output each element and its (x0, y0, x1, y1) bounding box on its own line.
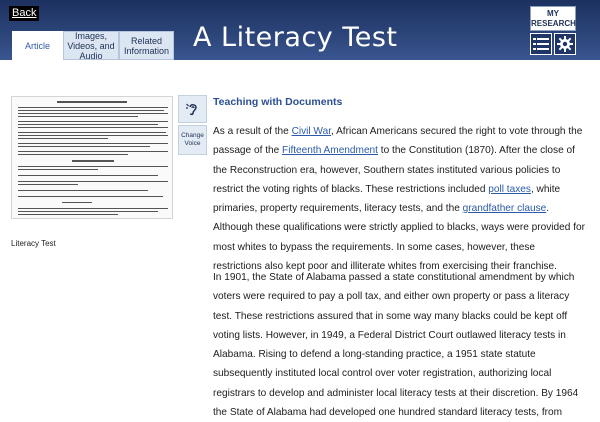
site-header (0, 0, 600, 60)
settings-button[interactable] (554, 33, 576, 55)
section-heading: Teaching with Documents (213, 96, 343, 108)
document-scan-graphic (12, 97, 174, 220)
link-fifteenth-amendment[interactable]: Fifteenth Amendment (282, 145, 378, 157)
article-paragraph-1: As a result of the Civil War, African Americans secured the right to vote through the passage of the Fifteenth Amendment to the Constitution (1870). After the close of the Reconstruction era, however, Southern states instituted various policies to restrict the voting rights of blacks. These restrictions included poll taxes, white primaries, property requirements, literacy tests, and the grandfather clause. Although these qualifications were strictly applied to blacks, ways were provided for most whites to bypass the requirements. In some cases, however, these restrictions also kept poor and illiterate whites from exercising their franchise. (213, 126, 585, 273)
page-title: A Literacy Test (193, 22, 398, 53)
ear-icon (185, 101, 201, 117)
gear-icon (557, 36, 573, 52)
listen-button[interactable] (178, 95, 207, 123)
tab-related-information[interactable]: Related Information (119, 31, 174, 60)
link-poll-taxes[interactable]: poll taxes (488, 183, 531, 195)
change-voice-button[interactable]: Change Voice (178, 125, 207, 155)
back-link[interactable]: Back (9, 6, 39, 21)
document-caption: Literacy Test (11, 239, 56, 248)
link-grandfather-clause[interactable]: grandfather clause (462, 203, 547, 215)
tab-images-videos-audio[interactable]: Images, Videos, and Audio (63, 31, 119, 60)
list-icon (533, 37, 549, 51)
tab-article[interactable]: Article (12, 31, 63, 60)
list-button[interactable] (530, 33, 552, 55)
link-civil-war[interactable]: Civil War (291, 126, 332, 137)
my-research-button[interactable]: MY RESEARCH (530, 6, 576, 31)
literacy-test-document-image[interactable] (11, 96, 173, 219)
article-paragraph-2: In 1901, the State of Alabama passed a state constitutional amendment by which voters were required to pay a poll tax, and either own property or pass a literacy test. These restrictions assured that in some way many blacks could be kept off voting lists. However, in 1949, a Federal District Court outlawed literacy tests in Alabama. Rising to defend a long-standing practice, a 1951 state statute subsequently instituted local control over voter registration, authorizing local registrars to develop and administer local literacy tests at their discretion. By 1964 the State of Alabama had developed one hundred standard literacy tests, from (213, 272, 579, 419)
